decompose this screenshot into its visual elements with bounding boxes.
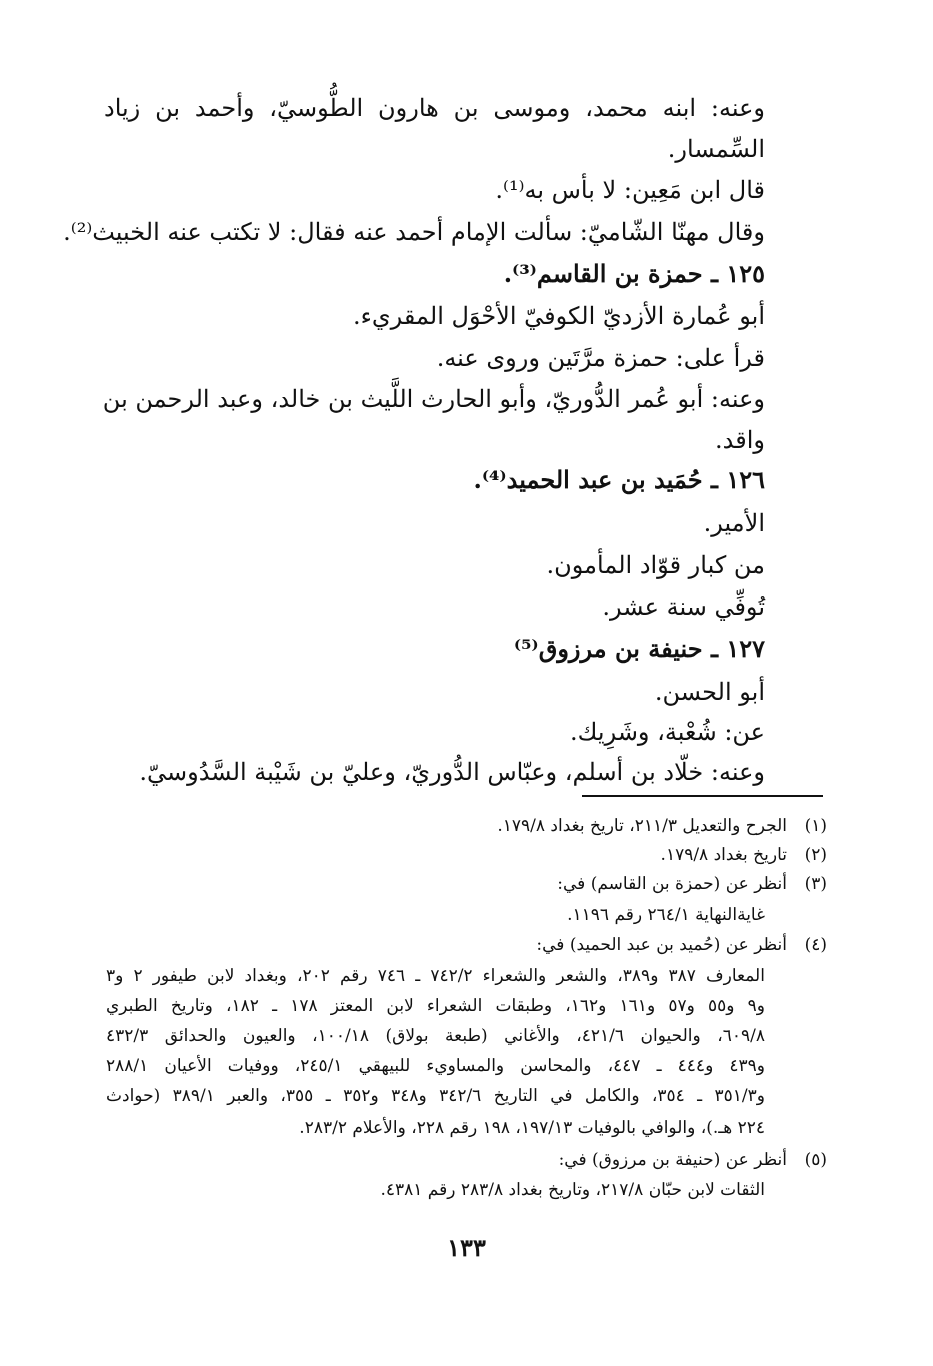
- footnote-text: و٩ و٥٥ و٥٧ و١٦١ و١٦٢، وطبقات الشعراء لابن المعتز ١٧٨ ـ ١٨٢، وتاريخ الطبري: [106, 996, 765, 1016]
- footnote-text: أنظر عن (حمزة بن القاسم) في:: [557, 874, 787, 894]
- footnote-number: (٣): [804, 874, 827, 894]
- text-line: عن: شُعْبة، وشَرِيك.: [570, 718, 765, 746]
- text-line: واقد.: [715, 426, 765, 454]
- text-line: أبو عُمارة الأزديّ الكوفيّ الأحْوَل المقريء.: [352, 302, 765, 330]
- entry-heading-125: ١٢٥ ـ حمزة بن القاسم⁽³⁾.: [503, 259, 765, 288]
- footnote-text: و٣٥١/٣ ـ ٣٥٤، والكامل في التاريخ ٣٤٢/٦ و٣٤٨ و٣٥٢ ـ ٣٥٥، والعبر ٣٨٩/١ (حوادث: [106, 1086, 766, 1106]
- text-line: وعنه: خلّاد بن أسلم، وعبّاس الدُّوريّ، وعليّ بن شَيْبة السَّدُوسيّ.: [139, 758, 765, 786]
- footnote-number: (٤): [804, 935, 827, 955]
- footnote-text: ٢٢٤ هـ.)، والوافي بالوفيات ١٩٧/١٣، ١٩٨ رقم ٢٢٨، والأعلام ٢٨٣/٢.: [299, 1118, 765, 1138]
- page-number: ١٣٣: [447, 1233, 486, 1262]
- footnote-text: ٦٠٩/٨، والحيوان ٤٢١/٦، والأغاني (طبعة بولاق) ١٠٠/١٨، والعيون والحدائق ٤٣٢/٣: [106, 1026, 765, 1046]
- footnote-text: أنظر عن (حنيفة بن مرزوق) في:: [558, 1150, 787, 1170]
- text-line: وعنه: أبو عُمر الدُّوريّ، وأبو الحارث اللَّيث بن خالد، وعبد الرحمن بن: [102, 385, 765, 413]
- footnote-separator: [582, 795, 823, 797]
- footnote-text: غايةالنهاية ٢٦٤/١ رقم ١١٩٦.: [567, 905, 765, 925]
- footnote-text: أنظر عن (حُميد بن عبد الحميد) في:: [536, 935, 787, 955]
- entry-heading-127: ١٢٧ ـ حنيفة بن مرزوق⁽⁵⁾: [513, 634, 765, 663]
- footnote-text: الجرح والتعديل ٢١١/٣، تاريخ بغداد ١٧٩/٨.: [497, 816, 787, 836]
- text-line: قال ابن مَعِين: لا بأس به⁽¹⁾.: [495, 176, 765, 204]
- text-line: قرأ على: حمزة مرَّتَين وروى عنه.: [436, 344, 765, 372]
- footnote-number: (١): [804, 816, 827, 836]
- text-line: أبو الحسن.: [654, 678, 765, 706]
- text-line: تُوفِّي سنة عشر.: [602, 593, 765, 621]
- text-line: السِّمسار.: [667, 135, 765, 163]
- footnote-number: (٢): [804, 845, 827, 865]
- text-line: الأمير.: [703, 509, 765, 537]
- text-line: من كبار قوّاد المأمون.: [546, 551, 765, 579]
- footnote-text: تاريخ بغداد ١٧٩/٨.: [660, 845, 787, 865]
- entry-heading-126: ١٢٦ ـ حُمَيد بن عبد الحميد⁽⁴⁾.: [473, 465, 765, 494]
- footnote-text: و٤٣٩ و٤٤٤ ـ ٤٤٧، والمحاسن والمساويء للبيهقي ٢٤٥/١، ووفيات الأعيان ٢٨٨/١: [106, 1056, 765, 1076]
- footnote-number: (٥): [804, 1150, 827, 1170]
- text-line: وقال مهنّا الشّاميّ: سألت الإمام أحمد عنه فقال: لا تكتب عنه الخبيث⁽²⁾.: [63, 218, 765, 246]
- footnote-text: المعارف ٣٨٧ و٣٨٩، والشعر والشعراء ٧٤٢/٢ ـ ٧٤٦ رقم ٢٠٢، وبغداد لابن طيفور ٢ و٣: [106, 966, 765, 986]
- text-line: وعنه: ابنه محمد، وموسى بن هارون الطُّوسيّ، وأحمد بن زياد: [104, 94, 765, 122]
- footnote-text: الثقات لابن حبّان ٢١٧/٨، وتاريخ بغداد ٢٨٣/٨ رقم ٤٣٨١.: [380, 1180, 765, 1200]
